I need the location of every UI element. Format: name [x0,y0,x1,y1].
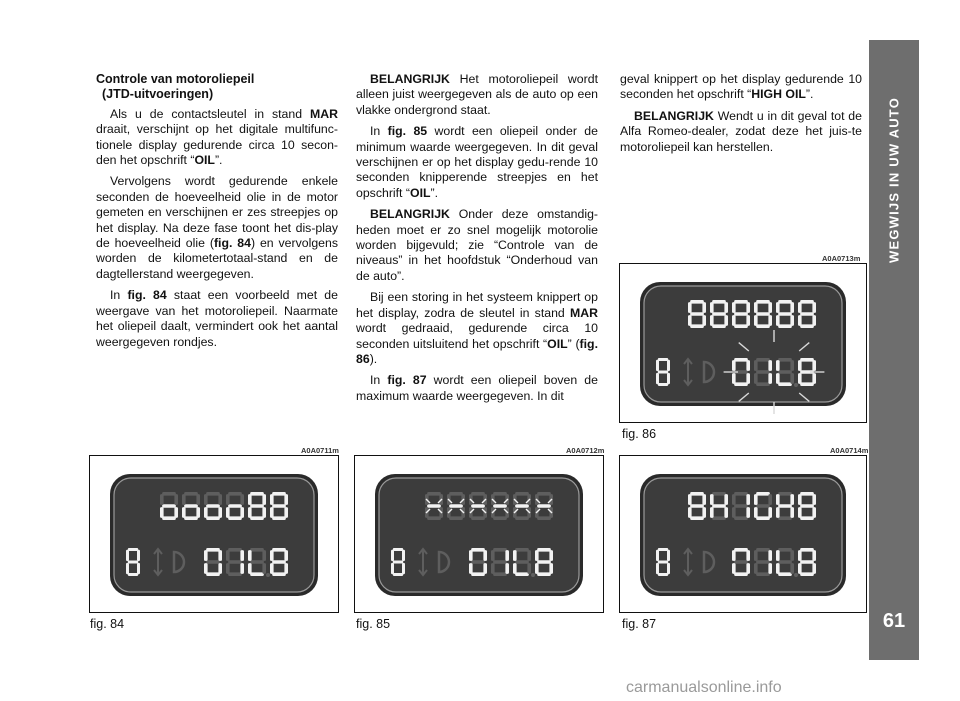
paragraph: BELANGRIJK Onder deze omstandig-heden moet er zo snel mogelijk motorolie worden bijgevuld; zie “Controle van de niveaus” in het hoofdstuk “Onderhoud van de auto”. [356,207,598,283]
section-heading: Controle van motoroliepeil (JTD-uitvoeringen) [96,72,255,102]
figure-85-low-oil-display [354,455,604,613]
lcd-display-svg [620,456,866,612]
paragraph: In fig. 87 wordt een oliepeil boven de maximum waarde weergegeven. In dit [356,373,598,403]
lcd-display-svg [355,456,603,612]
paragraph: BELANGRIJK Wendt u in dit geval tot de Alfa Romeo-dealer, zodat deze het juis-te motoroliepeil kan herstellen. [620,108,862,154]
figure-code: A0A0711m [301,446,339,455]
section-tab-label: WEGWIJS IN UW AUTO [886,96,902,264]
figure-code: A0A0714m [830,446,869,455]
paragraph: In fig. 84 staat een voorbeeld met de weergave van het motoroliepeil. Naarmate het oliepeil daalt, vermindert ook het aantal weergegeven rondjes. [96,288,338,349]
paragraph: Als u de contactsleutel in stand MAR draait, verschijnt op het digitale multifunc-tionele display gedurende circa 10 secon-den het opschrift “OIL”. [96,106,338,168]
figure-code: A0A0712m [566,446,605,455]
figure-caption: fig. 85 [356,617,391,631]
figure-caption: fig. 87 [622,617,657,631]
figure-84-oil-level-display [89,455,339,613]
text-column-3 [620,72,862,161]
text-column-2 [356,72,598,410]
figure-code: A0A0713m [822,254,861,263]
paragraph: Bij een storing in het systeem knippert op het display, zodra de sleutel in stand MAR wordt gedraaid, gedurende circa 10 seconden uitsluitend het opschrift “OIL” (fig. 86). [356,290,598,366]
paragraph: BELANGRIJK Het motoroliepeil wordt alleen juist weergegeven als de auto op een vlakke ondergrond staat. [356,72,598,117]
figure-caption: fig. 84 [90,617,125,631]
page-number: 61 [882,610,906,632]
figure-87-high-oil-display [619,455,867,613]
lcd-display-svg [620,264,866,422]
lcd-display-svg [90,456,338,612]
paragraph: geval knippert op het display gedurende 10 seconden het opschrift “HIGH OIL”. [620,72,862,102]
paragraph: Vervolgens wordt gedurende enkele seconden de hoeveelheid olie in de motor gemeten en verschijnen er zes streepjes op het display. Na deze fase toont het dis-play de hoeveelheid olie (fig. 84) en vervolgens worden de kilometertotaal-stand en de dagtellerstand weergegeven. [96,174,338,281]
figure-86-oil-fault-display [619,263,867,423]
figure-caption: fig. 86 [622,427,657,441]
section-sidebar [869,40,919,660]
paragraph: In fig. 85 wordt een oliepeil onder de minimum waarde weergegeven. In dit geval verschijnen er op het display gedu-rende 10 seconden knipperende streepjes en het opschrift “OIL”. [356,124,598,200]
watermark: carmanualsonline.info [626,679,782,696]
text-column-1 [96,72,338,356]
